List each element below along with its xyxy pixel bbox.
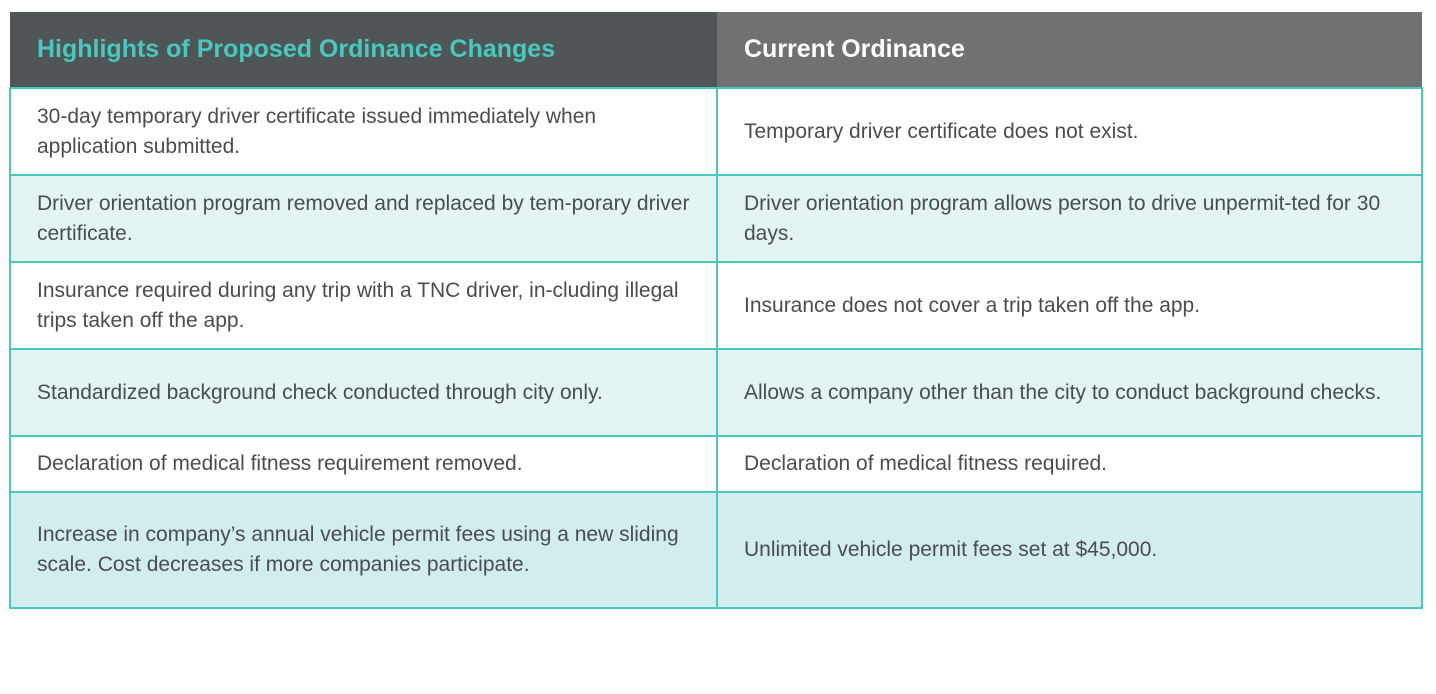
table-header (10, 12, 1422, 88)
table-row (10, 436, 1422, 492)
header-current-ordinance: Current Ordinance (717, 12, 1422, 88)
current-cell: Declaration of medical fitness required. (717, 436, 1422, 492)
table-row (10, 349, 1422, 436)
table-row (10, 88, 1422, 175)
current-cell: Driver orientation program allows person to drive unpermit-ted for 30 days. (717, 175, 1422, 262)
ordinance-comparison-table (9, 12, 1423, 609)
proposed-cell: Standardized background check conducted through city only. (10, 349, 717, 436)
current-cell: Insurance does not cover a trip taken off the app. (717, 262, 1422, 349)
table-row (10, 262, 1422, 349)
comparison-table-container (9, 12, 1421, 609)
table-body (10, 88, 1422, 608)
current-cell: Unlimited vehicle permit fees set at $45,000. (717, 492, 1422, 608)
table-row (10, 175, 1422, 262)
current-cell: Temporary driver certificate does not exist. (717, 88, 1422, 175)
proposed-cell: Driver orientation program removed and replaced by tem-porary driver certificate. (10, 175, 717, 262)
proposed-cell: Declaration of medical fitness requirement removed. (10, 436, 717, 492)
proposed-cell: Insurance required during any trip with a TNC driver, in-cluding illegal trips taken off the app. (10, 262, 717, 349)
header-row (10, 12, 1422, 88)
table-row (10, 492, 1422, 608)
proposed-cell: Increase in company’s annual vehicle permit fees using a new sliding scale. Cost decreases if more companies participate. (10, 492, 717, 608)
header-proposed-changes: Highlights of Proposed Ordinance Changes (10, 12, 717, 88)
proposed-cell: 30-day temporary driver certificate issued immediately when application submitted. (10, 88, 717, 175)
current-cell: Allows a company other than the city to conduct background checks. (717, 349, 1422, 436)
